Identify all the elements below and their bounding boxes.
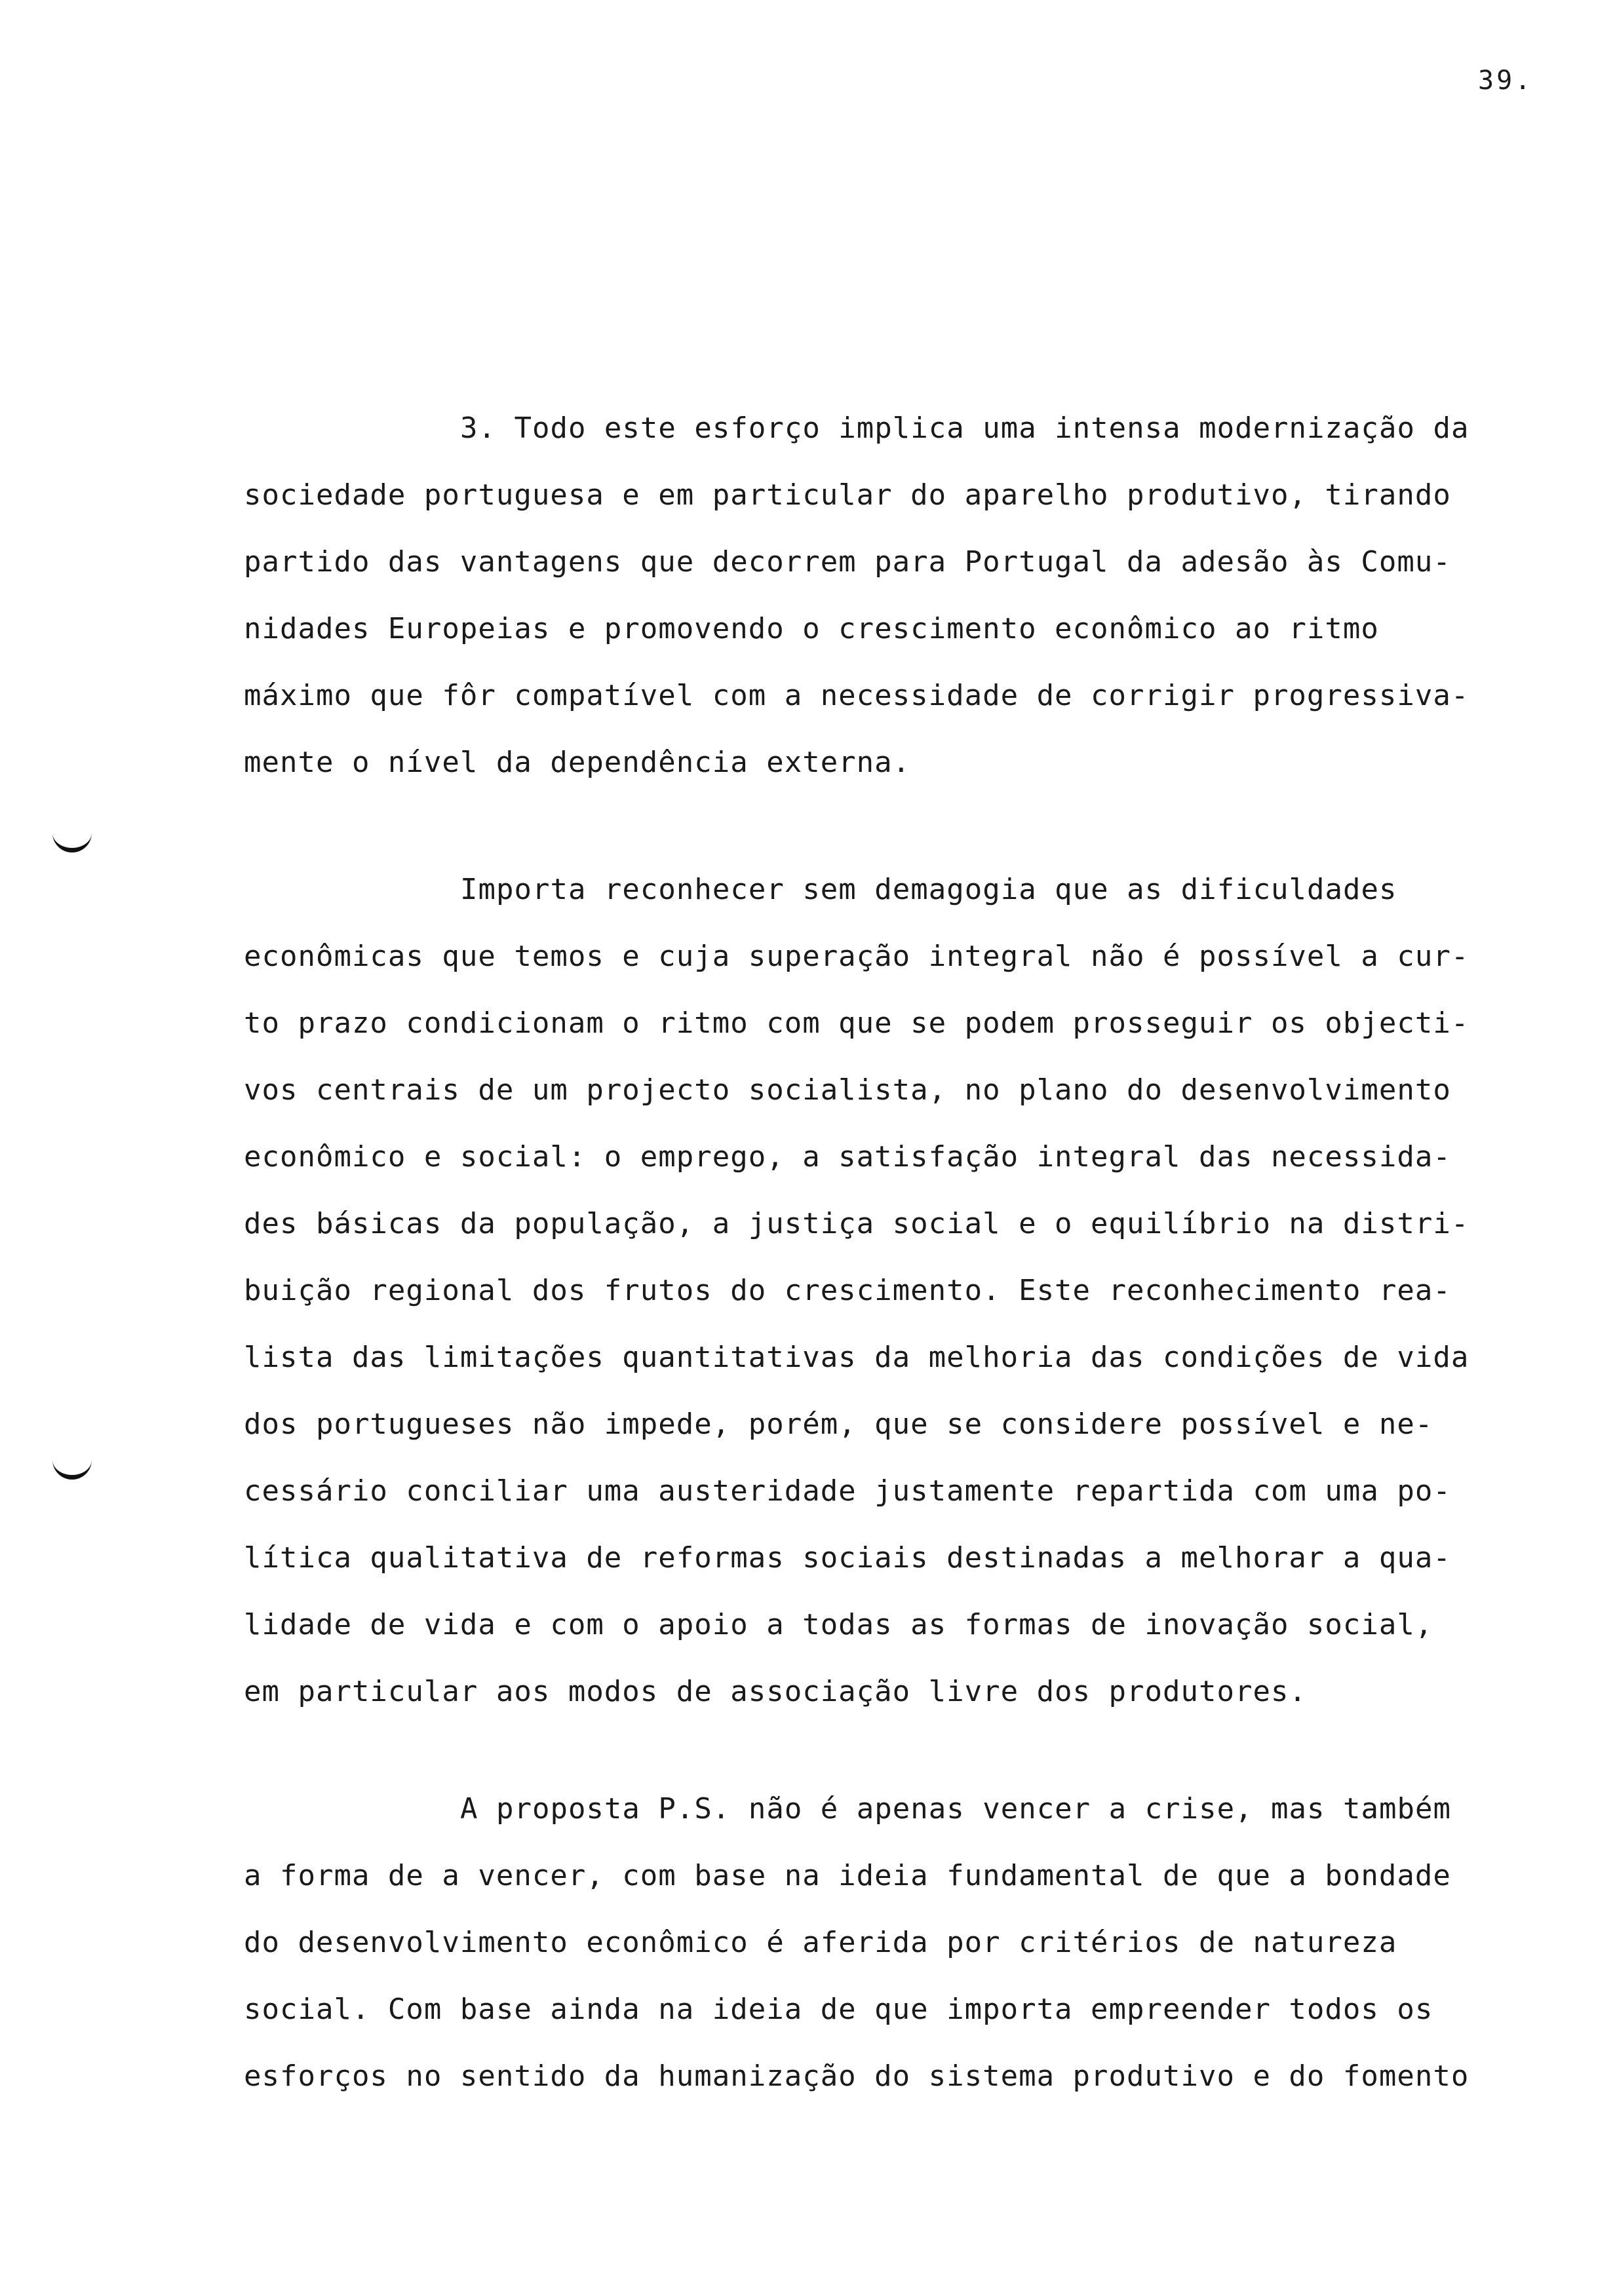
- paragraph-line: mente o nível da dependência externa.: [244, 746, 911, 779]
- paragraph-line: vos centrais de um projecto socialista, no plano do desenvolvimento: [244, 1073, 1451, 1107]
- paragraph-line: do desenvolvimento econômico é aferida por critérios de natureza: [244, 1926, 1397, 1959]
- paragraph-line: partido das vantagens que decorrem para Portugal da adesão às Comu-: [244, 545, 1451, 579]
- paragraph-1: [244, 395, 1469, 796]
- margin-mark: [52, 831, 92, 852]
- paragraph-line: cessário conciliar uma austeridade justamente repartida com uma po-: [244, 1474, 1451, 1508]
- paragraph-line: esforços no sentido da humanização do sistema produtivo e do fomento: [244, 2059, 1469, 2093]
- paragraph-line: lidade de vida e com o apoio a todas as formas de inovação social,: [244, 1608, 1433, 1641]
- paragraph-line: Importa reconhecer sem demagogia que as dificuldades: [460, 873, 1397, 906]
- paragraph-line: dos portugueses não impede, porém, que se considere possível e ne-: [244, 1407, 1433, 1441]
- paragraph-line: des básicas da população, a justiça social e o equilíbrio na distri-: [244, 1207, 1469, 1240]
- paragraph-line: lítica qualitativa de reformas sociais destinadas a melhorar a qua-: [244, 1541, 1451, 1575]
- paragraph-line: econômico e social: o emprego, a satisfação integral das necessida-: [244, 1140, 1451, 1174]
- paragraph-line: em particular aos modos de associação livre dos produtores.: [244, 1675, 1307, 1708]
- paragraph-line: A proposta P.S. não é apenas vencer a crise, mas também: [460, 1792, 1451, 1826]
- paragraph-line: social. Com base ainda na ideia de que importa empreender todos os: [244, 1993, 1433, 2026]
- paragraph-3: [244, 1776, 1469, 2110]
- paragraph-line: to prazo condicionam o ritmo com que se podem prosseguir os objecti-: [244, 1006, 1469, 1040]
- paragraph-line: buição regional dos frutos do crescimento. Este reconhecimento rea-: [244, 1274, 1451, 1307]
- paragraph-line: a forma de a vencer, com base na ideia fundamental de que a bondade: [244, 1859, 1451, 1892]
- page-number: 39.: [1478, 66, 1534, 96]
- paragraph-line: 3. Todo este esforço implica uma intensa modernização da: [460, 411, 1469, 445]
- paragraph-line: sociedade portuguesa e em particular do aparelho produtivo, tirando: [244, 478, 1451, 512]
- paragraph-line: lista das limitações quantitativas da melhoria das condições de vida: [244, 1341, 1469, 1374]
- paragraph-line: econômicas que temos e cuja superação integral não é possível a cur-: [244, 940, 1469, 973]
- paragraph-line: nidades Europeias e promovendo o crescimento econômico ao ritmo: [244, 612, 1379, 645]
- paragraph-2: [244, 856, 1469, 1725]
- paragraph-line: máximo que fôr compatível com a necessidade de corrigir progressiva-: [244, 679, 1469, 712]
- margin-mark: [52, 1458, 92, 1480]
